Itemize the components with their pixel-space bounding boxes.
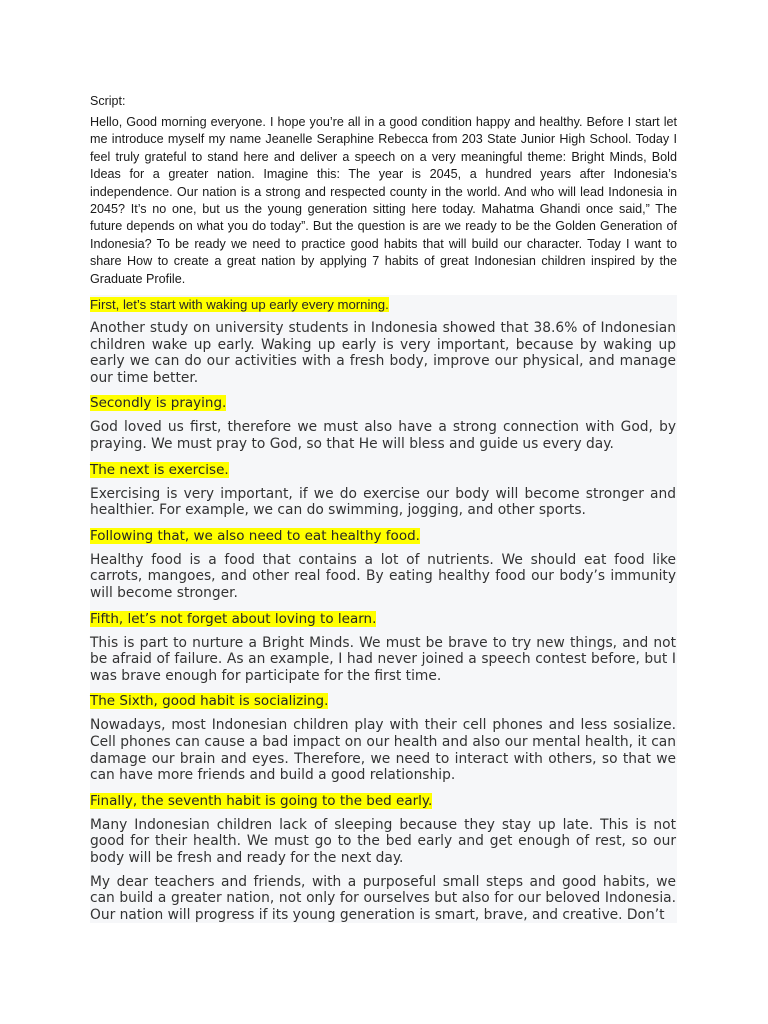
- highlighted-heading: Fifth, let’s not forget about loving to learn.: [90, 610, 377, 627]
- document-body: [90, 92, 677, 923]
- habit-paragraph-4: Healthy food is a food that contains a lot of nutrients. We should eat food like carrots, mangoes, and other real food. By eating healthy food our body’s immunity will become stronger.: [90, 551, 676, 601]
- highlighted-heading: First, let’s start with waking up early every morning.: [90, 297, 389, 313]
- habit-heading-5: [90, 609, 677, 628]
- habit-paragraph-5: This is part to nurture a Bright Minds. We must be brave to try new things, and not be afraid of failure. As an example, I had never joined a speech contest before, but I was brave enough for participate for the first time.: [90, 634, 676, 684]
- habit-heading-7: [90, 791, 677, 810]
- habit-heading-3: [90, 460, 677, 479]
- highlighted-heading: Secondly is praying.: [90, 395, 227, 412]
- script-label: Script:: [90, 94, 126, 108]
- habit-heading-6: [90, 691, 677, 710]
- habits-section: [90, 295, 677, 923]
- habit-paragraph-6: Nowadays, most Indonesian children play with their cell phones and less sosialize. Cell phones can cause a bad impact on our health and also our mental health, it can damage our brain and eyes. Therefore, we need to interact with others, so that we can have more friends and build a good relationship.: [90, 717, 676, 784]
- closing-paragraph: My dear teachers and friends, with a purposeful small steps and good habits, we can build a greater nation, not only for ourselves but also for our beloved Indonesia. Our nation will progress if its young generation is smart, brave, and creative. Don’t: [90, 873, 676, 923]
- highlighted-heading: Finally, the seventh habit is going to the bed early.: [90, 792, 433, 809]
- highlighted-heading: Following that, we also need to eat healthy food.: [90, 527, 420, 544]
- habit-paragraph-7: Many Indonesian children lack of sleeping because they stay up late. This is not good for their health. We must go to the bed early and get enough of rest, so our body will be fresh and ready for the next day.: [90, 816, 676, 866]
- habit-paragraph-2: God loved us first, therefore we must also have a strong connection with God, by praying. We must pray to God, so that He will bless and guide us every day.: [90, 419, 676, 453]
- intro-paragraph: Hello, Good morning everyone. I hope you’re all in a good condition happy and healthy. Before I start let me introduce myself my name Jeanelle Seraphine Rebecca from 203 State Junior High School. Today I feel truly grateful to stand here and deliver a speech on a very meaningful theme: Bright Minds, Bold Ideas for a greater nation. Imagine this: The year is 2045, a hundred years after Indonesia’s independence. Our nation is a strong and respected county in the world. And who will lead Indonesia in 2045? It’s no one, but us the young generation sitting here today. Mahatma Ghandi once said,” The future depends on what you do today”. But the question is are we ready to be the Golden Generation of Indonesia? To be ready we need to practice good habits that will build our character. Today I want to share How to create a great nation by applying 7 habits of great Indonesian children inspired by the Graduate Profile.: [90, 115, 677, 286]
- highlighted-heading: The Sixth, good habit is socializing.: [90, 693, 329, 710]
- highlighted-heading: The next is exercise.: [90, 461, 229, 478]
- habit-heading-1: [90, 295, 677, 313]
- habit-heading-4: [90, 526, 677, 545]
- habit-paragraph-1: Another study on university students in Indonesia showed that 38.6% of Indonesian children wake up early. Waking up early is very important, because by waking up early we can do our activities with a fresh body, improve our physical, and manage our time better.: [90, 320, 676, 386]
- habit-paragraph-3: Exercising is very important, if we do exercise our body will become stronger and healthier. For example, we can do swimming, jogging, and other sports.: [90, 485, 676, 519]
- habit-heading-2: [90, 393, 677, 412]
